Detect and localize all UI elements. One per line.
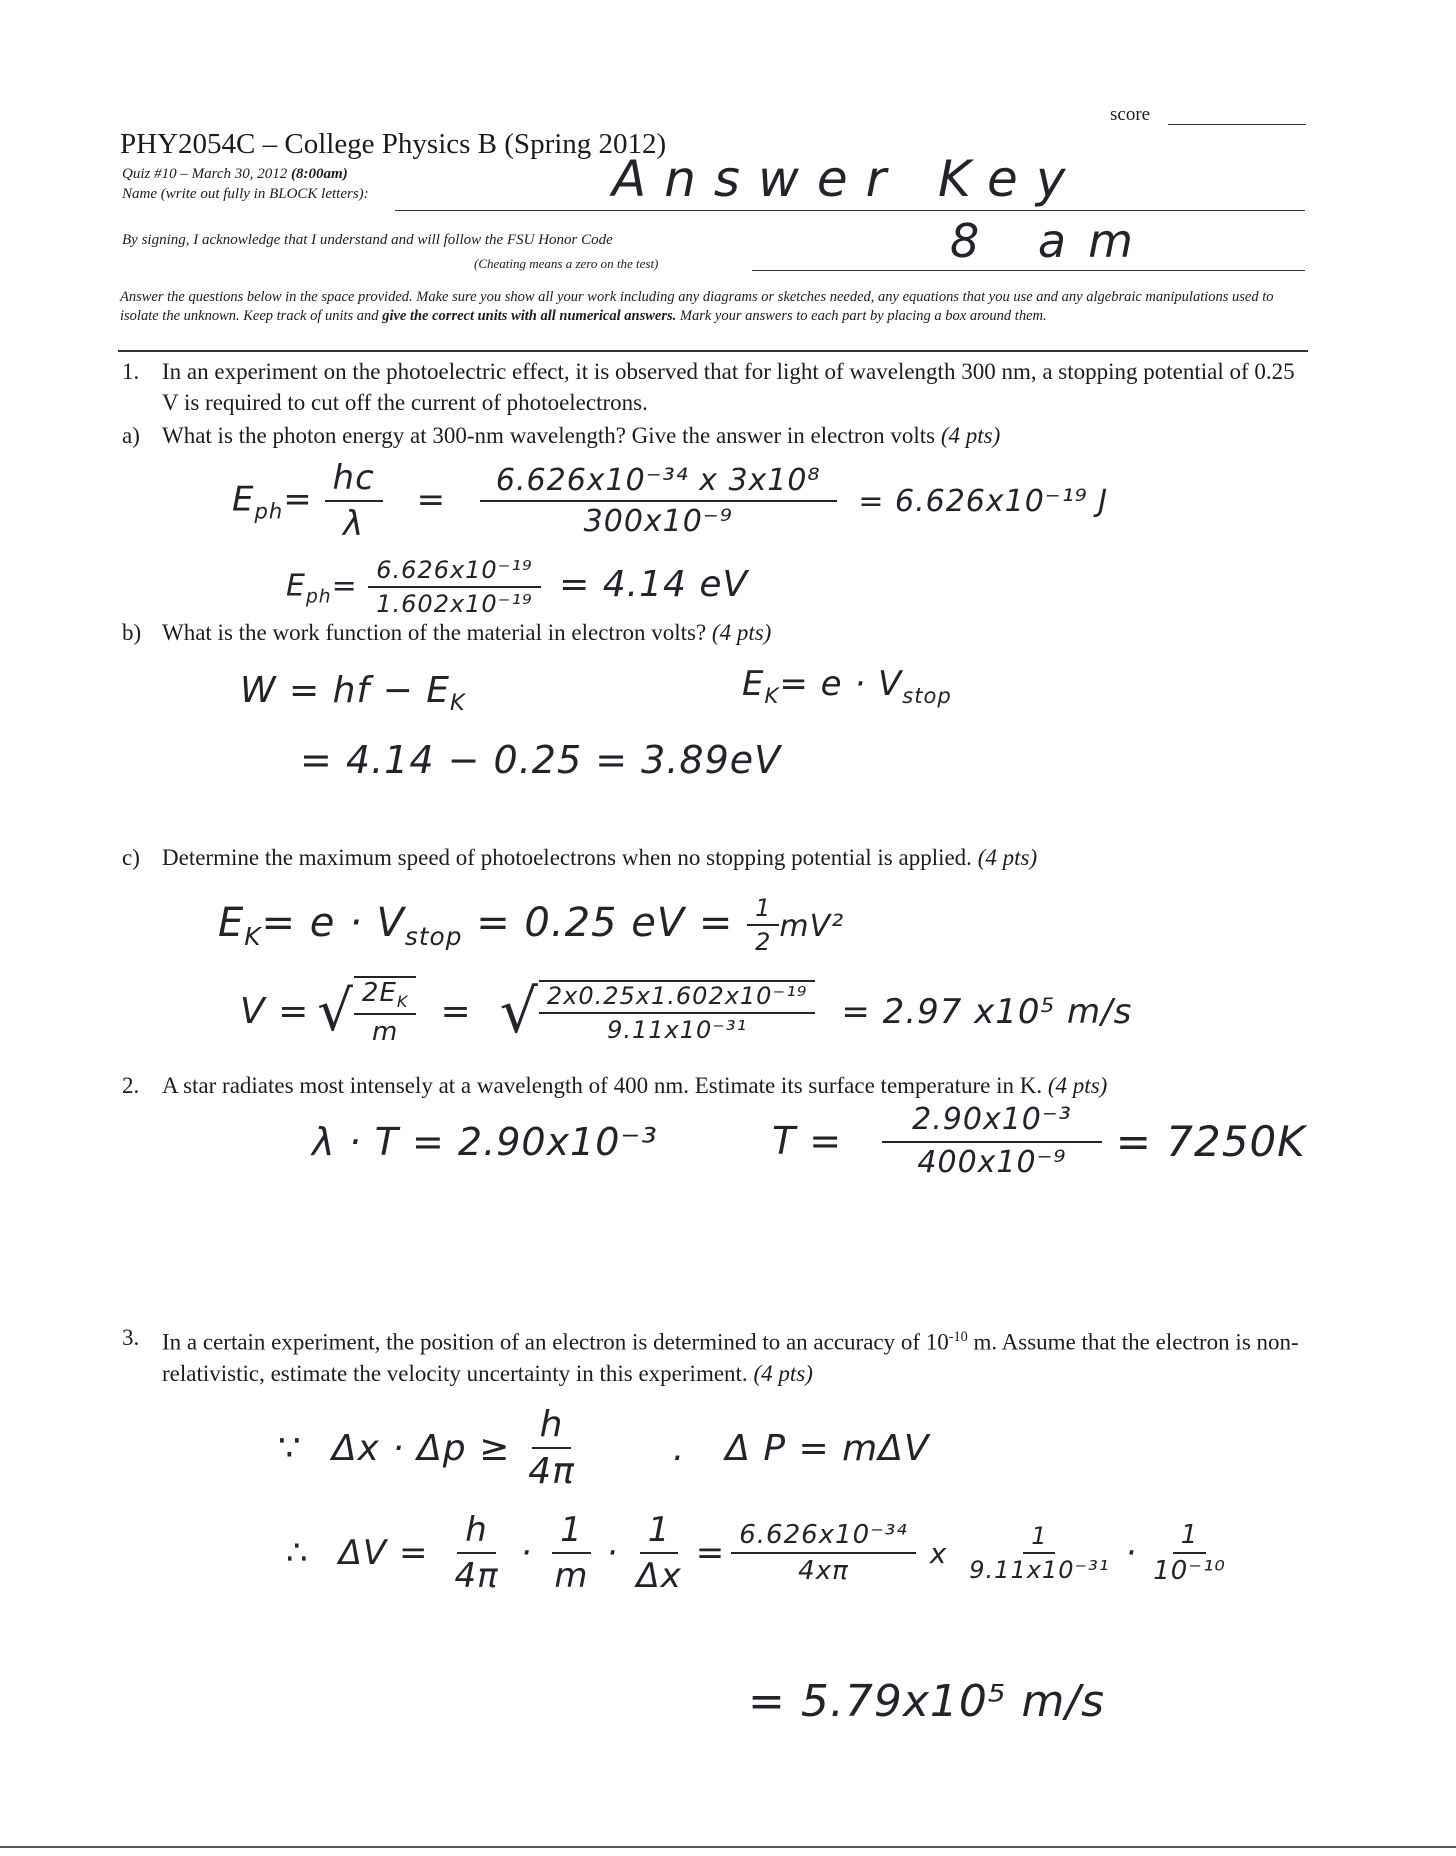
- q1b-work-line1: [240, 670, 466, 716]
- q3-question-end: m. Assume that the electron is non-relativistic, estimate the velocity uncertainty in this experiment.: [162, 1329, 1299, 1386]
- honor-statement: By signing, I acknowledge that I understand and will follow the FSU Honor Code: [122, 232, 613, 248]
- hw-4pi: 4π: [528, 1451, 575, 1492]
- q1a-work-line2: [286, 556, 748, 618]
- q2-text: [162, 1070, 1292, 1101]
- q2-number: 2.: [122, 1073, 140, 1098]
- hw-f6: [1145, 1520, 1234, 1586]
- hw-h-over-4pi: [520, 1404, 583, 1492]
- hw-ev-stop-sub: stop: [404, 922, 463, 951]
- q1c-label: c): [122, 845, 140, 870]
- q1a-label: a): [122, 423, 140, 448]
- hw-dot-3: ·: [1125, 1533, 1138, 1573]
- instructions-end: Mark your answers to each part by placing a box around them.: [676, 308, 1047, 324]
- hw-temp-num: 2.90x10⁻³: [882, 1102, 1102, 1143]
- scan-edge-line: [0, 1846, 1456, 1848]
- hw-sqrt2: [499, 976, 816, 1047]
- q3-work-line1: [278, 1404, 929, 1492]
- hw-result-joules: = 6.626x10⁻¹⁹ J: [858, 483, 1109, 519]
- hw-e-symbol: E: [232, 479, 255, 520]
- hw-f5-den: 9.11x10⁻³¹: [969, 1556, 1110, 1584]
- hw-speed-den: 9.11x10⁻³¹: [607, 1015, 748, 1044]
- q1a-work-line1: [232, 458, 1108, 544]
- header-rule: [118, 350, 1308, 352]
- q3-number: 3.: [122, 1325, 140, 1350]
- hw-f5: [961, 1522, 1117, 1584]
- hw-2ek: [354, 978, 417, 1015]
- quiz-time: (8:00am): [291, 166, 348, 182]
- hw-f5-num: 1: [1023, 1522, 1055, 1554]
- q1-number: 1.: [122, 359, 140, 384]
- hw-f3-num: 1: [640, 1510, 679, 1554]
- q2-points: (4 pts): [1047, 1073, 1108, 1098]
- hw-hc: hc: [325, 458, 383, 502]
- sqrt-icon-2: √: [499, 976, 539, 1047]
- hw-one-half: [747, 894, 779, 956]
- hw-f2-den: m: [554, 1556, 589, 1596]
- hw-2e: 2E: [361, 978, 397, 1008]
- hw-f1-num: h: [457, 1510, 496, 1554]
- hw-equals-2: =: [416, 479, 447, 520]
- q1c-text: [162, 842, 1037, 873]
- hw-t-equals: T =: [772, 1119, 843, 1163]
- hw-f6-num: 1: [1173, 1520, 1207, 1554]
- therefore-icon: ∵: [278, 1427, 302, 1469]
- hw-ek-stop: stop: [902, 682, 952, 708]
- signature-line: [752, 270, 1305, 271]
- q3-points: (4 pts): [753, 1360, 813, 1386]
- instructions: [120, 288, 1310, 326]
- hw-m: m: [372, 1017, 399, 1048]
- q1c-work-line1: [218, 894, 844, 956]
- quiz-line: [122, 166, 348, 183]
- hw-ev-num: 6.626x10⁻¹⁹: [368, 556, 540, 588]
- hw-times: x: [929, 1536, 948, 1570]
- q1c-question: Determine the maximum speed of photoelectrons when no stopping potential is applied.: [162, 845, 978, 870]
- hw-f6-den: 10⁻¹⁰: [1153, 1556, 1226, 1586]
- hw-ph-sub-2: ph: [305, 586, 332, 608]
- hw-speed-fraction: [539, 980, 815, 1044]
- hw-delta-v: ΔV =: [338, 1533, 429, 1573]
- hw-point25: = 0.25 eV =: [476, 900, 734, 946]
- hw-f2-num: 1: [552, 1510, 591, 1554]
- hw-f1-den: 4π: [454, 1556, 499, 1596]
- hw-ek-lhs: E: [218, 900, 245, 946]
- hw-f2: [546, 1510, 596, 1596]
- hw-dots: .: [672, 1427, 686, 1469]
- hw-temp-fraction: [882, 1102, 1102, 1180]
- hw-2e-k: K: [396, 992, 409, 1012]
- hw-lambda: λ: [343, 504, 365, 544]
- hw-f3-den: Δx: [636, 1556, 682, 1596]
- q3-exponent: -10: [948, 1329, 968, 1345]
- hw-f1: [446, 1510, 506, 1596]
- q1a-text: [162, 420, 1000, 451]
- therefore-icon-2: ∴: [286, 1533, 309, 1573]
- honor-note: (Cheating means a zero on the test): [474, 256, 659, 271]
- hw-h: h: [532, 1404, 572, 1449]
- hw-equals-3: =: [331, 568, 358, 604]
- hw-sqrt1: [317, 976, 416, 1047]
- hw-f3: [628, 1510, 689, 1596]
- hw-ek-rest: = e · V: [779, 664, 903, 704]
- hw-dot-2: ·: [606, 1533, 619, 1573]
- hw-f4-den: 4xπ: [798, 1556, 849, 1586]
- hw-ph-sub: ph: [254, 498, 284, 524]
- q1b-work-line2: = 4.14 − 0.25 = 3.89eV: [300, 738, 782, 782]
- name-handwritten: Answer Key: [612, 150, 1084, 208]
- hw-result-ev: = 4.14 eV: [559, 563, 749, 605]
- hw-e-symbol-2: E: [286, 568, 306, 604]
- hw-photon-fraction: [480, 463, 837, 539]
- course-title: PHY2054C – College Physics B (Spring 2012): [120, 128, 667, 160]
- name-label: Name (write out fully in BLOCK letters):: [122, 186, 369, 202]
- hw-ek-lhs-sub: K: [244, 922, 262, 951]
- hw-ev-fraction: [368, 556, 540, 618]
- instructions-bold: give the correct units with all numerical answers.: [382, 308, 677, 324]
- hw-uncertainty: Δx · Δp ≥: [331, 1427, 511, 1469]
- q1b-question: What is the work function of the material in electron volts?: [162, 620, 712, 645]
- q3-question-start: In a certain experiment, the position of an electron is determined to an accuracy of 10: [162, 1329, 949, 1355]
- hw-half-num: 1: [747, 894, 779, 926]
- hw-mv2: mV²: [779, 909, 845, 944]
- q1b-side-note: [742, 664, 952, 708]
- hw-photon-den: 300x10⁻⁹: [583, 504, 733, 539]
- q2-question: A star radiates most intensely at a wavelength of 400 nm. Estimate its surface temperature in K.: [162, 1073, 1048, 1098]
- q1c-work-line2: [240, 976, 1132, 1047]
- q1b-text: [162, 617, 771, 648]
- score-line: [1168, 124, 1306, 125]
- hw-eq-c2: =: [440, 991, 472, 1033]
- sqrt-icon: √: [317, 978, 354, 1044]
- hw-ek-e: E: [742, 664, 765, 704]
- hw-k-sub: K: [449, 690, 466, 717]
- hw-equals: =: [283, 479, 313, 520]
- q2-work-rhs: [772, 1102, 1306, 1180]
- hw-dot-1: ·: [520, 1533, 533, 1573]
- hw-temp-result: = 7250K: [1115, 1116, 1306, 1166]
- hw-eq-q3: =: [695, 1533, 726, 1573]
- q1-text: In an experiment on the photoelectric effect, it is observed that for light of wavelength 300 nm, a stopping potential of 0.25 V is required to cut off the current of photoelectrons.: [162, 359, 1295, 415]
- signature-handwritten: 8 am: [950, 214, 1155, 268]
- instructions-main: Answer the questions below in the space provided. Make sure you show all your work including any diagrams or sketches needed, any equations that you use and any algebraic manipulations used to isolate the unknown. Keep track of units and: [120, 289, 1274, 324]
- q3-result: = 5.79x10⁵ m/s: [748, 1676, 1106, 1727]
- hw-speed-result: = 2.97 x10⁵ m/s: [841, 991, 1133, 1032]
- hw-ev-den: 1.602x10⁻¹⁹: [376, 590, 533, 618]
- q1a-points: (4 pts): [940, 423, 1001, 448]
- hw-ev-stop: = e · V: [261, 900, 405, 946]
- hw-ek-k: K: [764, 682, 780, 708]
- hw-f4: [731, 1520, 915, 1586]
- hw-work-function-eq: W = hf − E: [240, 670, 450, 711]
- q3-text: [162, 1322, 1302, 1389]
- score-label: score: [1110, 104, 1151, 125]
- name-line: [395, 210, 1305, 211]
- hw-photon-num: 6.626x10⁻³⁴ x 3x10⁸: [480, 463, 837, 502]
- hw-speed-num: 2x0.25x1.602x10⁻¹⁹: [539, 982, 815, 1014]
- hw-momentum: Δ P = mΔV: [725, 1427, 930, 1469]
- q1b-label: b): [122, 620, 142, 645]
- hw-f4-num: 6.626x10⁻³⁴: [731, 1520, 915, 1554]
- q1b-points: (4 pts): [711, 620, 772, 645]
- hw-hc-over-lambda: [325, 458, 383, 544]
- q1c-points: (4 pts): [977, 845, 1038, 870]
- hw-half-den: 2: [755, 928, 772, 956]
- q1a-question: What is the photon energy at 300-nm wavelength? Give the answer in electron volts: [162, 423, 941, 448]
- q3-work-line2: [286, 1510, 1234, 1596]
- q2-work-lhs: λ · T = 2.90x10⁻³: [312, 1120, 658, 1164]
- hw-v-equals: V =: [240, 991, 310, 1033]
- quiz-date: Quiz #10 – March 30, 2012: [122, 166, 292, 182]
- hw-temp-den: 400x10⁻⁹: [917, 1145, 1067, 1180]
- hw-2ek-over-m: [354, 976, 417, 1047]
